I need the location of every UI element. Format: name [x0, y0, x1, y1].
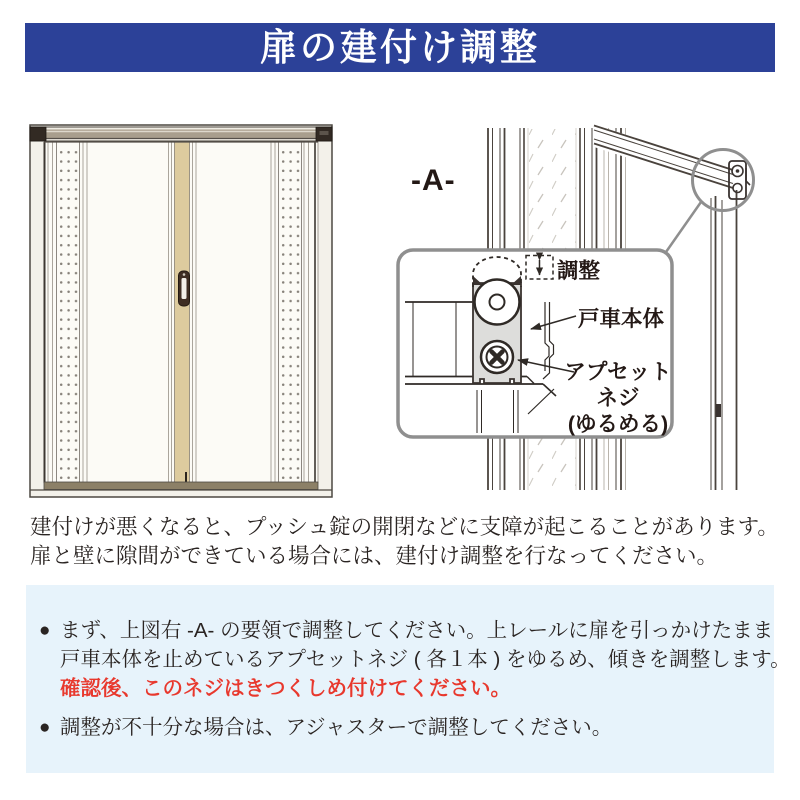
item1-line-1: まず、上図右 -A- の要領で調整してください。上レールに扉を引っかけたまま	[60, 619, 774, 642]
intro-line-1: 建付けが悪くなると、プッシュ錠の開閉などに支障が起こることがあります。	[30, 515, 779, 539]
adjust-label: 調整	[557, 259, 601, 283]
instruction-item-1-text	[60, 616, 791, 703]
instruction-box	[26, 585, 791, 773]
perforated-strip-right	[279, 142, 302, 483]
roller-body-label: 戸車本体	[578, 307, 665, 331]
screw-label-1: アプセット	[564, 360, 672, 384]
figure-a-label: -A-	[411, 164, 456, 197]
frame-post	[707, 190, 740, 490]
top-rail	[30, 127, 332, 142]
item1-line-3-warning: 確認後、このネジはきつくしめ付けてください。	[60, 677, 511, 700]
door-illustration	[25, 118, 345, 503]
roller-axle	[490, 295, 505, 310]
top-rail-cap-left	[30, 127, 46, 141]
latch-keeper-mark	[716, 404, 721, 417]
adjustment-figure	[395, 108, 800, 498]
callout-connector	[666, 202, 701, 252]
screw-label-3: (ゆるめる)	[567, 412, 669, 436]
page-title: 扉の建付け調整	[260, 27, 540, 68]
bottom-rail	[30, 482, 332, 490]
upset-screw	[481, 341, 513, 373]
bullet-icon: ●	[39, 717, 51, 738]
header-bar	[25, 23, 775, 72]
instruction-item-2	[39, 713, 762, 742]
screw-label-2: ネジ	[596, 386, 640, 410]
bullet-icon: ●	[39, 620, 51, 641]
door-handle	[179, 271, 190, 306]
intro-line-2: 扉と壁に隙間ができている場合には、建付け調整を行なってください。	[30, 544, 719, 568]
instruction-item-1	[39, 616, 791, 703]
center-stile	[174, 142, 190, 483]
item2-line-1: 調整が不十分な場合は、アジャスターで調整してください。	[60, 716, 613, 739]
instruction-item-2-text	[60, 713, 612, 742]
perforated-strip-left	[57, 142, 80, 483]
item1-line-2: 戸車本体を止めているアプセットネジ ( 各１本 ) をゆるめ、傾きを調整します。	[60, 648, 791, 671]
intro-paragraph	[30, 513, 790, 571]
